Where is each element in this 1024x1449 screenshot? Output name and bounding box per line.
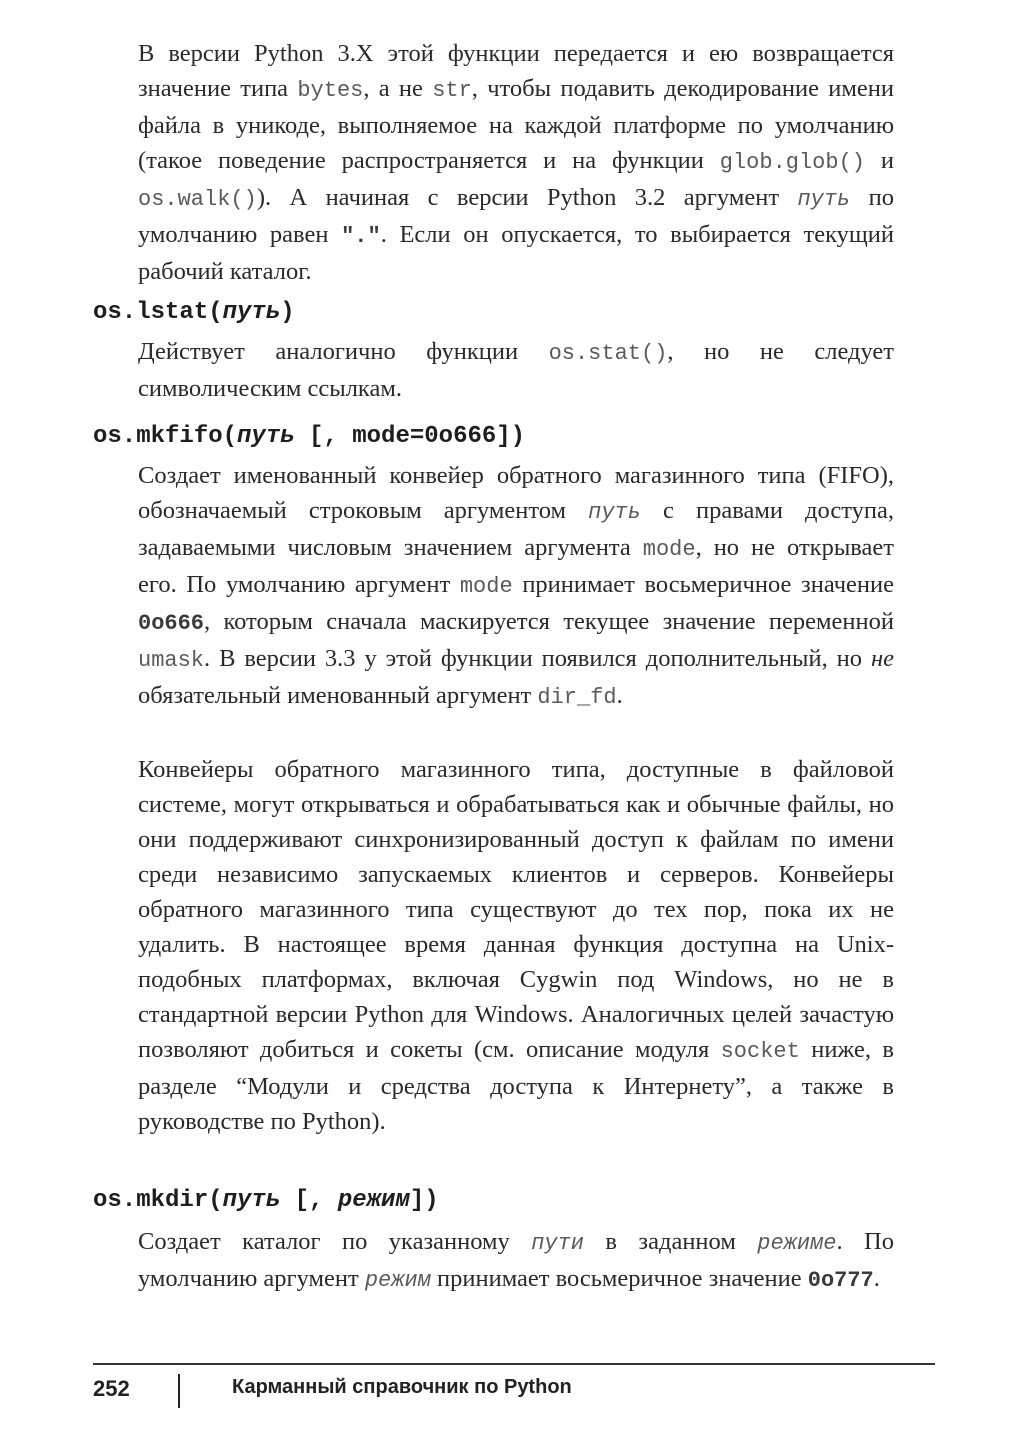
paragraph-os-mkdir: Создает каталог по указанному пути в заданном режиме. По умолчанию аргумент режим принимает восьмеричное значение 0o777. (138, 1228, 894, 1293)
paragraph-os-mkfifo: Создает именованный конвейер обратного магазинного типа (FIFO), обозначаемый строковым аргументом путь с правами доступа, задаваемыми числовым значением аргумента mode, но не открывает его. По умолчанию аргумент mode принимает восьмеричное значение 0o666, которым сначала маскируется текущее значение переменной umask. В версии 3.3 у этой функции появился дополнительный, но не обязательный именованный аргумент dir_fd. (138, 462, 895, 710)
heading-os-lstat: os.lstat(путь) (93, 299, 295, 326)
code-socket: socket (720, 1039, 800, 1064)
paragraph-os-lstat: Действует аналогично функции os.stat(), но не следует символическим ссылкам. (138, 338, 894, 402)
paragraph-fifo-details: Конвейеры обратного магазинного типа, доступные в файловой системе, могут открываться и обрабатываться как и обычные файлы, но они поддерживают синхронизированный доступ к файлам по имени среди независимо запускаемых клиентов и серверов. Конвейеры обратного магазинного типа существуют до тех пор, пока их не удалить. В настоящее время данная функция доступна на Unix-подобных платформах, включая Cygwin под Windows, но не в стандартной версии Python для Windows. Аналогичных целей зачастую позволяют добиться и сокеты (см. описание модуля socket ниже, в разделе “Модули и средства доступа к Интернету”, а также в руководстве по Python). (138, 756, 894, 1135)
footer-separator (178, 1374, 180, 1408)
heading-os-mkfifo: os.mkfifo(путь [, mode=0o666]) (93, 423, 526, 450)
paragraph-listdir-note: В версии Python 3.X этой функции передается и ею возвращается значение типа bytes, а не str, чтобы подавить декодирование имени файла в уникоде, выполняемое на каждой платформе по умолчанию (такое поведение распространяется и на функции glob.glob() и os.walk()). А начиная с версии Python 3.2 аргумент путь по умолчанию равен ".". Если он опускается, то выбирается текущий рабочий каталог. (138, 40, 895, 285)
code-str: str (432, 78, 472, 103)
code-dot: "." (341, 224, 381, 249)
code-bytes: bytes (297, 78, 364, 103)
page-number: 252 (93, 1376, 130, 1401)
footer-rule (93, 1363, 935, 1365)
heading-os-mkdir: os.mkdir(путь [, режим]) (93, 1187, 439, 1214)
code-path-arg: путь (797, 187, 851, 212)
code-os-stat: os.stat() (548, 341, 668, 366)
code-os-walk: os.walk() (138, 187, 257, 212)
code-glob: glob.glob() (719, 150, 865, 175)
running-title: Карманный справочник по Python (232, 1376, 572, 1398)
